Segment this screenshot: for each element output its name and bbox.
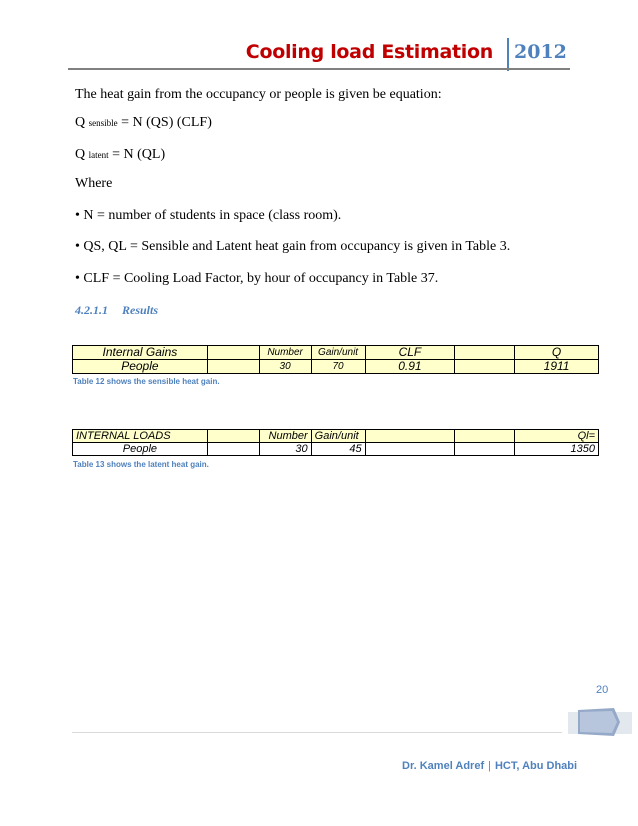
footer <box>402 760 577 772</box>
table-cell: CLF <box>365 346 455 360</box>
sensible-heat-table <box>72 345 599 374</box>
table-cell: 1911 <box>515 360 599 374</box>
table-cell: 1350 <box>515 443 599 456</box>
equation-latent <box>75 146 165 164</box>
equation-latent-rhs: = N (QL) <box>112 147 166 162</box>
table-cell: 0.91 <box>365 360 455 374</box>
equation-sensible-rhs: = N (QS) (CLF) <box>121 115 212 130</box>
table2-caption: Table 13 shows the latent heat gain. <box>73 460 209 469</box>
section-title: Results <box>122 303 159 317</box>
table-cell <box>365 430 455 443</box>
section-heading <box>75 302 158 318</box>
table-row <box>73 443 599 456</box>
table-cell: People <box>73 360 208 374</box>
header-divider <box>507 38 509 71</box>
table-cell <box>207 346 259 360</box>
table1-caption: Table 12 shows the sensible heat gain. <box>73 377 220 386</box>
equation-latent-lhs: Q <box>75 147 86 162</box>
equation-latent-sub: latent <box>88 150 109 160</box>
bullet-n: • N = number of students in space (class room). <box>75 208 342 223</box>
bullet-qs-ql: • QS, QL = Sensible and Latent heat gain from occupancy is given in Table 3. <box>75 239 511 254</box>
footer-rule <box>72 732 562 733</box>
section-number: 4.2.1.1 <box>75 303 108 317</box>
bullet-clf: • CLF = Cooling Load Factor, by hour of occupancy in Table 37. <box>75 271 439 286</box>
table-row <box>73 430 599 443</box>
page-number: 20 <box>596 684 609 696</box>
table-cell: Number <box>259 346 311 360</box>
table-cell <box>455 443 515 456</box>
table-row <box>73 346 599 360</box>
table-cell: Ql= <box>515 430 599 443</box>
table-cell: 30 <box>259 360 311 374</box>
table-cell <box>207 430 259 443</box>
table-cell <box>207 360 259 374</box>
header-rule <box>68 68 570 70</box>
page-corner-graphic <box>568 708 632 738</box>
table-cell <box>365 443 455 456</box>
table-cell: 45 <box>311 443 365 456</box>
equation-sensible-lhs: Q <box>75 115 86 130</box>
footer-separator: | <box>488 760 491 772</box>
table-cell <box>455 346 515 360</box>
footer-org: HCT, Abu Dhabi <box>494 760 578 772</box>
header-title: Cooling load Estimation <box>245 41 493 63</box>
intro-text: The heat gain from the occupancy or people is given be equation: <box>75 87 442 102</box>
latent-heat-table <box>72 429 599 456</box>
footer-author: Dr. Kamel Adref <box>402 760 485 772</box>
header-year: 2012 <box>514 41 567 63</box>
table-cell <box>455 430 515 443</box>
table-cell: Gain/unit <box>311 430 365 443</box>
table-cell: Gain/unit <box>311 346 365 360</box>
table-cell: People <box>73 443 208 456</box>
table-cell: Number <box>259 430 311 443</box>
table-cell: Q <box>515 346 599 360</box>
table-cell <box>455 360 515 374</box>
table-row <box>73 360 599 374</box>
table-cell: 30 <box>259 443 311 456</box>
table-cell: INTERNAL LOADS <box>73 430 208 443</box>
equation-sensible-sub: sensible <box>88 118 118 128</box>
where-text: Where <box>75 176 113 191</box>
table-cell: Internal Gains <box>73 346 208 360</box>
equation-sensible <box>75 114 212 132</box>
table-cell: 70 <box>311 360 365 374</box>
table-cell <box>207 443 259 456</box>
